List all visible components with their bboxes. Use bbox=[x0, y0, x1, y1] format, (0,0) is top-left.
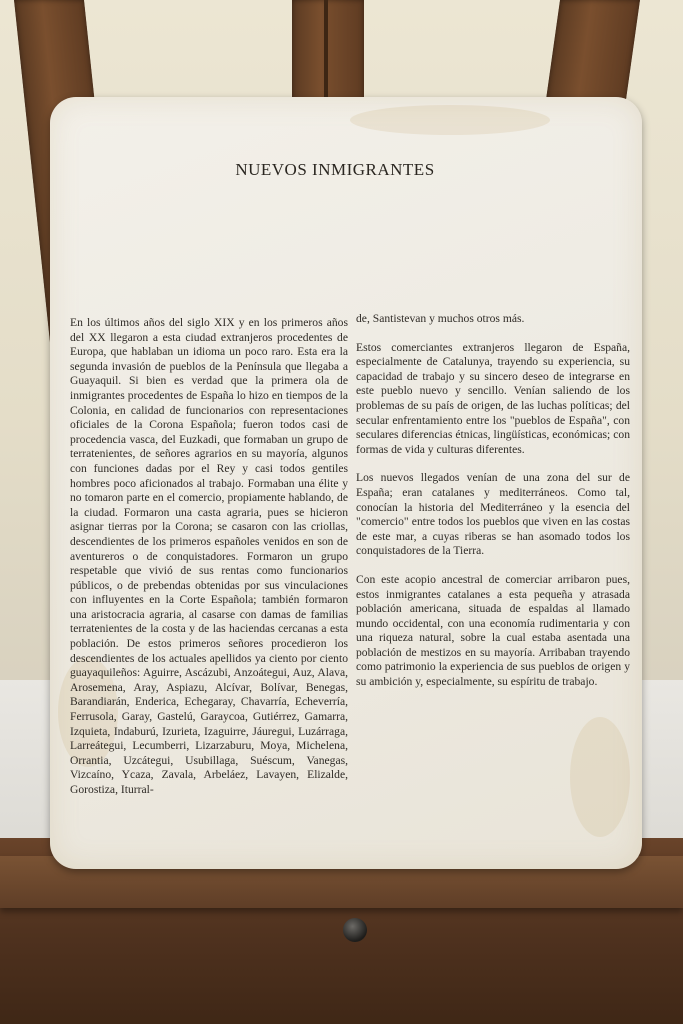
left-text-column bbox=[70, 316, 348, 812]
board-stain bbox=[570, 717, 630, 837]
right-paragraph-4: Con este acopio ancestral de comerciar arribaron pues, estos inmigrantes catalanes a esta pequeña y atrasada población americana, situada de espaldas al llamado mundo occidental, con una economía rudimentaria y con una riqueza natural, sobre la cual estaba asentada una población de mestizos en su mayoría. Arribaban trayendo como patrimonio la experiencia de sus pueblos de origen y su ambición y, especialmente, su espíritu de trabajo. bbox=[356, 572, 630, 689]
board-stain bbox=[350, 105, 550, 135]
left-paragraph-1: En los últimos años del siglo XIX y en los primeros años del XX llegaron a esta ciudad extranjeros procedentes de Europa, que hablaban un idioma un poco raro. Esta era la segunda invasión de pueblos de la Península que llegaba a Guayaquil. Si bien es verdad que la primera ola de inmigrantes procedentes de España lo hizo en tiempos de la Colonia, en calidad de funcionarios con representaciones oficiales de la Corona Española; fueron todos casi de procedencia vasca, del Euzkadi, que formaban un grupo de terratenientes, de señores agrarios en su mayoría, algunos con funciones dadas por el Rey y casi todos gentiles hombres poco aficionados al trabajo. Formaban una élite y no tomaron parte en el comercio, propiamente hablando, de la ciudad. Formaron una casta agraria, pues se hicieron asignar tierras por la Corona; se casaron con las criollas, descendientes de los primeros españoles venidos en son de aventureros o de conquistadores. Formaron un grupo respetable que vivió de sus rentas como funcionarios públicos, o de prebendas obtenidas por sus vinculaciones con influyentes en la Corte Española; también formaron una aristocracia agraria, al casarse con damas de familias terratenientes de la costa y de las haciendas cercanas a esta población. De estos primeros señores procedieron los descendientes de los actuales apellidos ya ciento por ciento guayaquileños: Aguirre, Ascázubi, Anzoátegui, Auz, Alava, Arosemena, Aray, Aspiazu, Alcívar, Bolívar, Benegas, Barandiarán, Enderica, Echegaray, Chavarría, Echeverría, Ferrusola, Garay, Gastelú, Garaycoa, Gutiérrez, Gamarra, Izquieta, Indaburú, Izurieta, Izaguirre, Jáuregui, Luzárraga, Larreátegui, Lecumberri, Lizarzaburu, Moya, Michelena, Orrantia, Uzcátegui, Usubillaga, Suéscum, Vanegas, Vizcaíno, Ycaza, Zavala, Arbeláez, Lavayen, Elizalde, Gorostiza, Iturral- bbox=[70, 316, 348, 796]
right-paragraph-2: Estos comerciantes extranjeros llegaron de España, especialmente de Catalunya, trayendo su experiencia, su capacidad de trabajo y su sincero deseo de integrarse en este pueblo nuevo y sencillo. Venían saliendo de los problemas de su país de origen, de las luchas políticas; del secular enfrentamiento entre los "pueblos de España", con seculares diferencias étnicas, lingüísticas, económicas; con formas de vida y culturas diferentes. bbox=[356, 340, 630, 456]
right-paragraph-3: Los nuevos llegados venían de una zona del sur de España; eran catalanes y mediterráneos. Como tal, conocían la historia del Mediterráneo y la esencia del "comercio" entre todos los pueblos que viven en las costas de este mar, a cuyas riberas se han asomado todos los conquistadores de la Tierra. bbox=[356, 471, 630, 558]
document-title: NUEVOS INMIGRANTES bbox=[235, 160, 435, 179]
easel-knob bbox=[343, 918, 367, 942]
right-paragraph-1: de, Santistevan y muchos otros más. bbox=[356, 312, 525, 325]
right-text-column bbox=[356, 312, 630, 704]
easel-center-post bbox=[292, 0, 364, 110]
